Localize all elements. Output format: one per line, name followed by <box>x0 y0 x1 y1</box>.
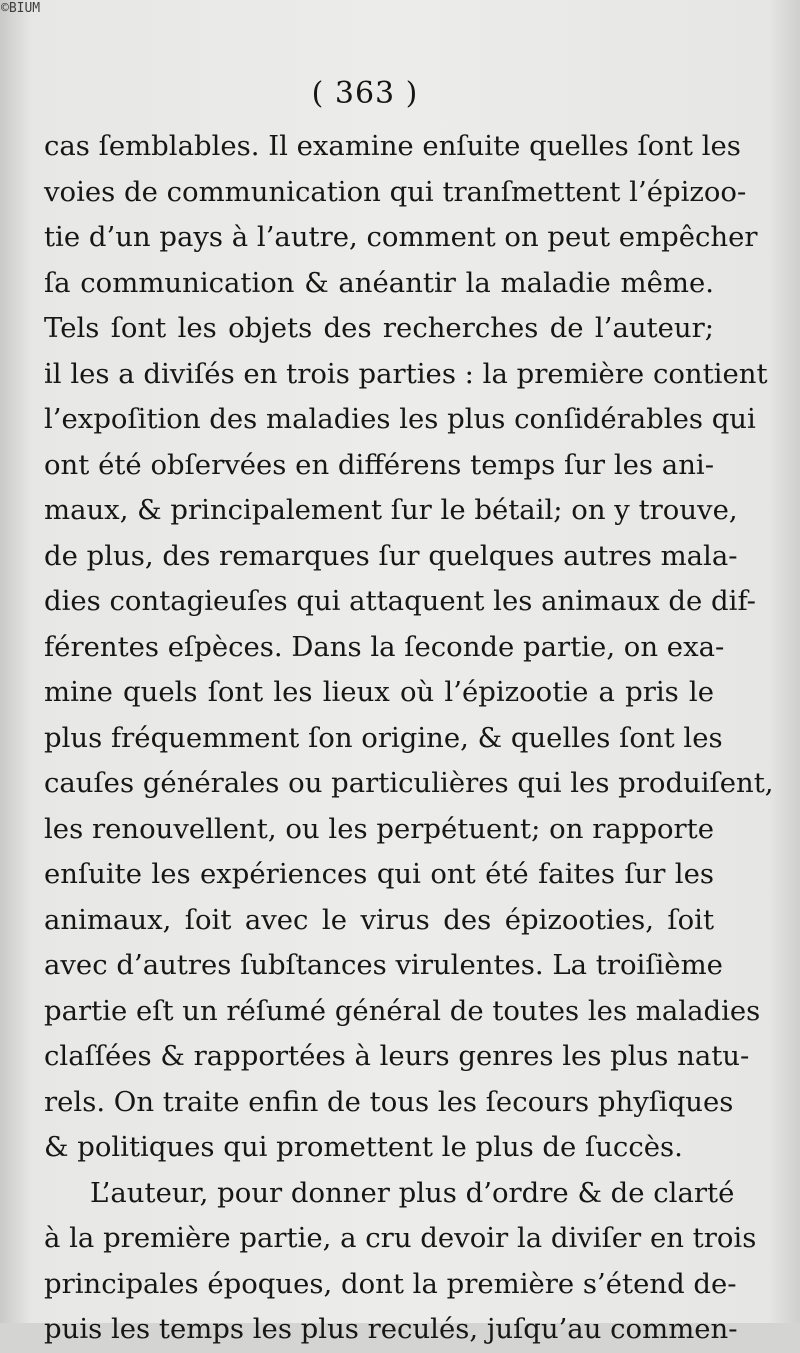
text-line: à la première partie, a cru devoir la diviſer en trois <box>44 1222 757 1254</box>
text-line: puis les temps les plus reculés, juſqu’au commen- <box>44 1313 738 1345</box>
text-line: rels. On traite enfin de tous les ſecours phyſiques <box>44 1085 734 1118</box>
text-line: Tels ſont les objets des recherches de l’auteur; <box>44 312 714 344</box>
text-line: férentes eſpèces. Dans la ſeconde partie, on exa- <box>44 630 725 663</box>
text-line: partie eſt un réſumé général de toutes les maladies <box>44 994 761 1027</box>
text-line: cauſes générales ou particulières qui les produiſent, <box>44 767 774 799</box>
text-line: maux, & principalement ſur le bétail; on y trouve, <box>44 494 738 526</box>
text-line: l’expoſition des maladies les plus conſidérables qui <box>44 403 756 435</box>
text-line: avec d’autres ſubſtances virulentes. La troiſième <box>44 949 723 981</box>
text-line: les renouvellent, ou les perpétuent; on rapporte <box>44 812 714 845</box>
text-line: dies contagieuſes qui attaquent les animaux de dif- <box>44 585 756 617</box>
page-number: ( 363 ) <box>311 76 419 111</box>
text-line: de plus, des remarques ſur quelques autres mala- <box>44 539 738 572</box>
text-line: plus fréquemment ſon origine, & quelles ſont les <box>44 721 723 754</box>
text-line: mine quels ſont les lieux où l’épizootie a pris le <box>44 676 714 708</box>
text-line: animaux, ſoit avec le virus des épizooties, ſoit <box>44 903 714 936</box>
paragraph-start-line: L’auteur, pour donner plus d’ordre & de clarté <box>90 1176 735 1209</box>
text-line: ont été obſervées en différens temps ſur les ani- <box>44 448 714 481</box>
text-line: enſuite les expériences qui ont été faites ſur les <box>44 858 714 890</box>
text-line: principales époques, dont la première s’étend de- <box>44 1267 737 1300</box>
text-line: cas ſemblables. Il examine enſuite quelles ſont les <box>44 130 741 162</box>
body-text <box>44 124 774 1353</box>
text-line: ſa communication & anéantir la maladie même. <box>44 266 714 299</box>
text-line: tie d’un pays à l’autre, comment on peut empêcher <box>44 221 758 253</box>
watermark: ©BIUM <box>1 1 41 16</box>
text-line: claſſées & rapportées à leurs genres les plus natu- <box>44 1040 750 1072</box>
text-line: il les a diviſés en trois parties : la première contient <box>44 357 768 390</box>
paragraph-end-line: & politiques qui promettent le plus de ſuccès. <box>44 1131 683 1163</box>
text-line: voies de communication qui tranſmettent l’épizoo- <box>44 175 747 208</box>
